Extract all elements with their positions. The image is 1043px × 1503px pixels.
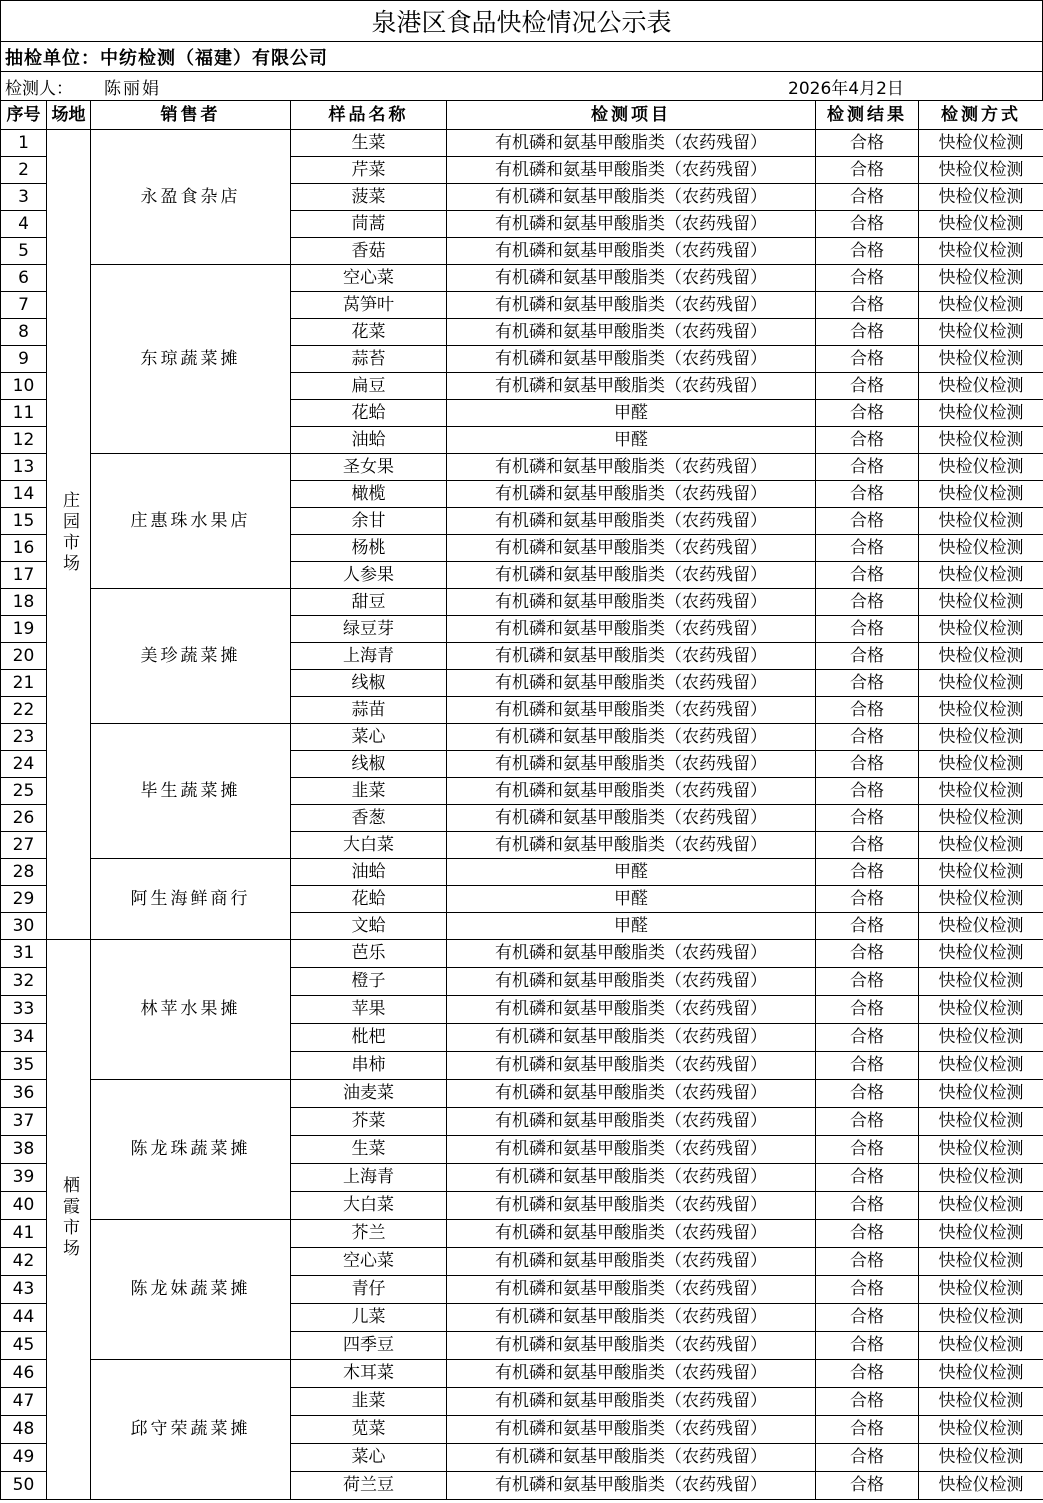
row-number: 8 [1,319,47,346]
header-row [1,101,1043,130]
row-number: 50 [1,1472,47,1500]
test-method: 快检仪检测 [919,157,1043,184]
sample-name: 余甘 [291,508,447,535]
test-method: 快检仪检测 [919,697,1043,724]
test-item: 有机磷和氨基甲酸脂类（农药残留） [447,968,816,996]
sample-name: 莴笋叶 [291,292,447,319]
test-method: 快检仪检测 [919,292,1043,319]
sample-name: 菜心 [291,724,447,751]
vendor-name: 阿生海鲜商行 [91,859,291,940]
header-result: 检测结果 [816,101,919,130]
inspector-label: 检测人： [5,78,73,99]
test-item: 有机磷和氨基甲酸脂类（农药残留） [447,319,816,346]
sample-name: 串柿 [291,1052,447,1080]
test-method: 快检仪检测 [919,1220,1043,1248]
row-number: 25 [1,778,47,805]
row-number: 27 [1,832,47,859]
inspector-line [0,72,1043,100]
test-item: 有机磷和氨基甲酸脂类（农药残留） [447,1248,816,1276]
header-market: 场地 [47,101,91,130]
test-item: 有机磷和氨基甲酸脂类（农药残留） [447,940,816,968]
test-result: 合格 [816,724,919,751]
vendor-name: 庄惠珠水果店 [91,454,291,589]
test-item: 甲醛 [447,859,816,886]
test-result: 合格 [816,670,919,697]
test-method: 快检仪检测 [919,751,1043,778]
row-number: 47 [1,1388,47,1416]
header-vendor: 销售者 [91,101,291,130]
test-method: 快检仪检测 [919,913,1043,940]
header-test-item: 检测项目 [447,101,816,130]
vendor-name: 毕生蔬菜摊 [91,724,291,859]
test-method: 快检仪检测 [919,1164,1043,1192]
table-row [1,454,1043,481]
test-method: 快检仪检测 [919,1248,1043,1276]
test-item: 有机磷和氨基甲酸脂类（农药残留） [447,454,816,481]
row-number: 11 [1,400,47,427]
row-number: 10 [1,373,47,400]
sample-name: 上海青 [291,1164,447,1192]
test-result: 合格 [816,886,919,913]
test-item: 有机磷和氨基甲酸脂类（农药残留） [447,184,816,211]
row-number: 30 [1,913,47,940]
test-result: 合格 [816,859,919,886]
vendor-name: 东琼蔬菜摊 [91,265,291,454]
sample-name: 花蛤 [291,886,447,913]
test-method: 快检仪检测 [919,211,1043,238]
header-method: 检测方式 [919,101,1043,130]
test-method: 快检仪检测 [919,400,1043,427]
sample-name: 芥菜 [291,1108,447,1136]
test-result: 合格 [816,373,919,400]
test-item: 有机磷和氨基甲酸脂类（农药残留） [447,1444,816,1472]
row-number: 38 [1,1136,47,1164]
test-item: 有机磷和氨基甲酸脂类（农药残留） [447,996,816,1024]
sample-name: 芹菜 [291,157,447,184]
test-method: 快检仪检测 [919,1276,1043,1304]
row-number: 26 [1,805,47,832]
test-result: 合格 [816,238,919,265]
row-number: 13 [1,454,47,481]
test-result: 合格 [816,184,919,211]
row-number: 36 [1,1080,47,1108]
test-method: 快检仪检测 [919,562,1043,589]
test-method: 快检仪检测 [919,832,1043,859]
test-item: 有机磷和氨基甲酸脂类（农药残留） [447,481,816,508]
row-number: 1 [1,130,47,157]
sample-name: 线椒 [291,670,447,697]
row-number: 18 [1,589,47,616]
test-result: 合格 [816,1080,919,1108]
test-item: 有机磷和氨基甲酸脂类（农药残留） [447,562,816,589]
table-row [1,1360,1043,1388]
page-title: 泉港区食品快检情况公示表 [0,0,1043,42]
row-number: 35 [1,1052,47,1080]
test-result: 合格 [816,996,919,1024]
table-row [1,589,1043,616]
sample-name: 香葱 [291,805,447,832]
row-number: 5 [1,238,47,265]
row-number: 4 [1,211,47,238]
row-number: 24 [1,751,47,778]
test-item: 有机磷和氨基甲酸脂类（农药残留） [447,1164,816,1192]
sample-name: 韭菜 [291,1388,447,1416]
header-no: 序号 [1,101,47,130]
test-method: 快检仪检测 [919,1332,1043,1360]
test-result: 合格 [816,1052,919,1080]
test-result: 合格 [816,913,919,940]
row-number: 15 [1,508,47,535]
test-item: 有机磷和氨基甲酸脂类（农药残留） [447,238,816,265]
sample-name: 菜心 [291,1444,447,1472]
test-result: 合格 [816,778,919,805]
sample-name: 大白菜 [291,1192,447,1220]
row-number: 33 [1,996,47,1024]
sample-name: 绿豆芽 [291,616,447,643]
test-result: 合格 [816,1472,919,1500]
sample-name: 蒜苗 [291,697,447,724]
row-number: 2 [1,157,47,184]
table-row [1,265,1043,292]
test-result: 合格 [816,292,919,319]
test-result: 合格 [816,562,919,589]
sample-name: 蒜苔 [291,346,447,373]
test-method: 快检仪检测 [919,1360,1043,1388]
test-item: 有机磷和氨基甲酸脂类（农药残留） [447,292,816,319]
test-method: 快检仪检测 [919,1108,1043,1136]
test-result: 合格 [816,1220,919,1248]
test-item: 有机磷和氨基甲酸脂类（农药残留） [447,373,816,400]
test-item: 有机磷和氨基甲酸脂类（农药残留） [447,508,816,535]
sample-name: 扁豆 [291,373,447,400]
sample-name: 线椒 [291,751,447,778]
test-result: 合格 [816,805,919,832]
test-result: 合格 [816,1164,919,1192]
test-method: 快检仪检测 [919,373,1043,400]
vendor-name: 陈龙珠蔬菜摊 [91,1080,291,1220]
sample-name: 空心菜 [291,265,447,292]
row-number: 14 [1,481,47,508]
row-number: 41 [1,1220,47,1248]
test-method: 快检仪检测 [919,778,1043,805]
sample-name: 油麦菜 [291,1080,447,1108]
vendor-name: 美珍蔬菜摊 [91,589,291,724]
test-item: 甲醛 [447,427,816,454]
row-number: 12 [1,427,47,454]
test-method: 快检仪检测 [919,589,1043,616]
test-item: 有机磷和氨基甲酸脂类（农药残留） [447,1052,816,1080]
test-item: 有机磷和氨基甲酸脂类（农药残留） [447,265,816,292]
test-item: 有机磷和氨基甲酸脂类（农药残留） [447,1360,816,1388]
test-result: 合格 [816,265,919,292]
test-item: 有机磷和氨基甲酸脂类（农药残留） [447,346,816,373]
test-item: 有机磷和氨基甲酸脂类（农药残留） [447,1220,816,1248]
sample-name: 苋菜 [291,1416,447,1444]
test-result: 合格 [816,211,919,238]
sample-name: 青仔 [291,1276,447,1304]
test-result: 合格 [816,157,919,184]
row-number: 37 [1,1108,47,1136]
test-item: 有机磷和氨基甲酸脂类（农药残留） [447,805,816,832]
test-method: 快检仪检测 [919,1080,1043,1108]
sample-name: 芥兰 [291,1220,447,1248]
row-number: 34 [1,1024,47,1052]
row-number: 43 [1,1276,47,1304]
test-method: 快检仪检测 [919,319,1043,346]
row-number: 49 [1,1444,47,1472]
row-number: 23 [1,724,47,751]
test-method: 快检仪检测 [919,427,1043,454]
test-result: 合格 [816,1024,919,1052]
test-method: 快检仪检测 [919,1444,1043,1472]
vendor-name: 陈龙妹蔬菜摊 [91,1220,291,1360]
test-item: 有机磷和氨基甲酸脂类（农药残留） [447,157,816,184]
test-method: 快检仪检测 [919,265,1043,292]
test-item: 有机磷和氨基甲酸脂类（农药残留） [447,1472,816,1500]
test-item: 有机磷和氨基甲酸脂类（农药残留） [447,616,816,643]
test-method: 快检仪检测 [919,130,1043,157]
table-row [1,724,1043,751]
sample-name: 橄榄 [291,481,447,508]
test-item: 甲醛 [447,913,816,940]
inspection-unit: 抽检单位：中纺检测（福建）有限公司 [0,42,1043,72]
test-result: 合格 [816,616,919,643]
test-item: 有机磷和氨基甲酸脂类（农药残留） [447,1416,816,1444]
row-number: 16 [1,535,47,562]
row-number: 31 [1,940,47,968]
test-method: 快检仪检测 [919,346,1043,373]
market-cell [47,940,91,1500]
test-result: 合格 [816,1192,919,1220]
row-number: 6 [1,265,47,292]
sample-name: 木耳菜 [291,1360,447,1388]
sample-name: 甜豆 [291,589,447,616]
test-result: 合格 [816,508,919,535]
vendor-name: 永盈食杂店 [91,130,291,265]
header-sample: 样品名称 [291,101,447,130]
row-number: 22 [1,697,47,724]
row-number: 48 [1,1416,47,1444]
sample-name: 橙子 [291,968,447,996]
test-method: 快检仪检测 [919,508,1043,535]
test-item: 有机磷和氨基甲酸脂类（农药残留） [447,643,816,670]
test-method: 快检仪检测 [919,886,1043,913]
inspector-name: 陈丽娟 [104,78,161,99]
test-result: 合格 [816,130,919,157]
sample-name: 儿菜 [291,1304,447,1332]
table-row [1,940,1043,968]
test-result: 合格 [816,643,919,670]
test-item: 有机磷和氨基甲酸脂类（农药残留） [447,535,816,562]
sample-name: 芭乐 [291,940,447,968]
test-result: 合格 [816,319,919,346]
test-method: 快检仪检测 [919,535,1043,562]
results-body [1,130,1043,1500]
test-item: 有机磷和氨基甲酸脂类（农药残留） [447,1388,816,1416]
row-number: 45 [1,1332,47,1360]
test-item: 有机磷和氨基甲酸脂类（农药残留） [447,130,816,157]
test-item: 有机磷和氨基甲酸脂类（农药残留） [447,751,816,778]
table-row [1,130,1043,157]
test-result: 合格 [816,1276,919,1304]
test-method: 快检仪检测 [919,1304,1043,1332]
row-number: 40 [1,1192,47,1220]
sample-name: 油蛤 [291,427,447,454]
test-result: 合格 [816,1304,919,1332]
test-method: 快检仪检测 [919,454,1043,481]
sample-name: 大白菜 [291,832,447,859]
sample-name: 枇杷 [291,1024,447,1052]
row-number: 17 [1,562,47,589]
test-item: 有机磷和氨基甲酸脂类（农药残留） [447,670,816,697]
row-number: 32 [1,968,47,996]
sample-name: 花菜 [291,319,447,346]
test-method: 快检仪检测 [919,940,1043,968]
sample-name: 四季豆 [291,1332,447,1360]
results-table [0,100,1043,1500]
test-result: 合格 [816,751,919,778]
test-method: 快检仪检测 [919,1416,1043,1444]
test-result: 合格 [816,697,919,724]
row-number: 19 [1,616,47,643]
test-result: 合格 [816,940,919,968]
test-item: 甲醛 [447,886,816,913]
test-item: 有机磷和氨基甲酸脂类（农药残留） [447,1276,816,1304]
test-item: 有机磷和氨基甲酸脂类（农药残留） [447,1304,816,1332]
test-result: 合格 [816,427,919,454]
test-method: 快检仪检测 [919,859,1043,886]
test-method: 快检仪检测 [919,643,1043,670]
test-result: 合格 [816,1136,919,1164]
row-number: 28 [1,859,47,886]
row-number: 39 [1,1164,47,1192]
test-item: 有机磷和氨基甲酸脂类（农药残留） [447,832,816,859]
row-number: 42 [1,1248,47,1276]
sample-name: 杨桃 [291,535,447,562]
sample-name: 菠菜 [291,184,447,211]
test-item: 有机磷和氨基甲酸脂类（农药残留） [447,1136,816,1164]
test-method: 快检仪检测 [919,184,1043,211]
inspection-date: 2026年4月2日 [788,78,904,99]
vendor-name: 邱守荣蔬菜摊 [91,1360,291,1500]
test-method: 快检仪检测 [919,805,1043,832]
test-method: 快检仪检测 [919,238,1043,265]
test-result: 合格 [816,346,919,373]
sample-name: 花蛤 [291,400,447,427]
test-result: 合格 [816,1416,919,1444]
sample-name: 空心菜 [291,1248,447,1276]
test-result: 合格 [816,1108,919,1136]
test-method: 快检仪检测 [919,1192,1043,1220]
test-item: 有机磷和氨基甲酸脂类（农药残留） [447,724,816,751]
market-cell [47,130,91,940]
vendor-name: 林苹水果摊 [91,940,291,1080]
test-method: 快检仪检测 [919,1024,1043,1052]
row-number: 3 [1,184,47,211]
test-item: 有机磷和氨基甲酸脂类（农药残留） [447,1192,816,1220]
test-result: 合格 [816,589,919,616]
row-number: 7 [1,292,47,319]
test-item: 有机磷和氨基甲酸脂类（农药残留） [447,211,816,238]
sample-name: 上海青 [291,643,447,670]
sample-name: 油蛤 [291,859,447,886]
sample-name: 茼蒿 [291,211,447,238]
test-method: 快检仪检测 [919,616,1043,643]
test-item: 有机磷和氨基甲酸脂类（农药残留） [447,1080,816,1108]
sample-name: 生菜 [291,1136,447,1164]
test-item: 有机磷和氨基甲酸脂类（农药残留） [447,697,816,724]
test-item: 有机磷和氨基甲酸脂类（农药残留） [447,1024,816,1052]
row-number: 29 [1,886,47,913]
test-result: 合格 [816,1332,919,1360]
row-number: 21 [1,670,47,697]
row-number: 44 [1,1304,47,1332]
test-item: 甲醛 [447,400,816,427]
test-item: 有机磷和氨基甲酸脂类（农药残留） [447,1108,816,1136]
sample-name: 圣女果 [291,454,447,481]
test-result: 合格 [816,1444,919,1472]
sample-name: 荷兰豆 [291,1472,447,1500]
test-item: 有机磷和氨基甲酸脂类（农药残留） [447,1332,816,1360]
test-method: 快检仪检测 [919,1052,1043,1080]
test-result: 合格 [816,968,919,996]
test-method: 快检仪检测 [919,1472,1043,1500]
row-number: 20 [1,643,47,670]
row-number: 46 [1,1360,47,1388]
test-method: 快检仪检测 [919,481,1043,508]
test-result: 合格 [816,481,919,508]
market-name: 庄园市场 [59,490,79,575]
test-method: 快检仪检测 [919,670,1043,697]
sample-name: 韭菜 [291,778,447,805]
sample-name: 生菜 [291,130,447,157]
sample-name: 文蛤 [291,913,447,940]
test-item: 有机磷和氨基甲酸脂类（农药残留） [447,778,816,805]
sample-name: 人参果 [291,562,447,589]
sample-name: 香菇 [291,238,447,265]
test-result: 合格 [816,454,919,481]
test-item: 有机磷和氨基甲酸脂类（农药残留） [447,589,816,616]
table-row [1,1220,1043,1248]
test-result: 合格 [816,400,919,427]
test-method: 快检仪检测 [919,1388,1043,1416]
table-row [1,859,1043,886]
test-method: 快检仪检测 [919,968,1043,996]
test-result: 合格 [816,1360,919,1388]
table-row [1,1080,1043,1108]
test-method: 快检仪检测 [919,724,1043,751]
sample-name: 苹果 [291,996,447,1024]
test-result: 合格 [816,535,919,562]
row-number: 9 [1,346,47,373]
test-result: 合格 [816,1248,919,1276]
test-method: 快检仪检测 [919,996,1043,1024]
test-result: 合格 [816,1388,919,1416]
market-name: 栖霞市场 [59,1175,79,1260]
test-method: 快检仪检测 [919,1136,1043,1164]
test-result: 合格 [816,832,919,859]
